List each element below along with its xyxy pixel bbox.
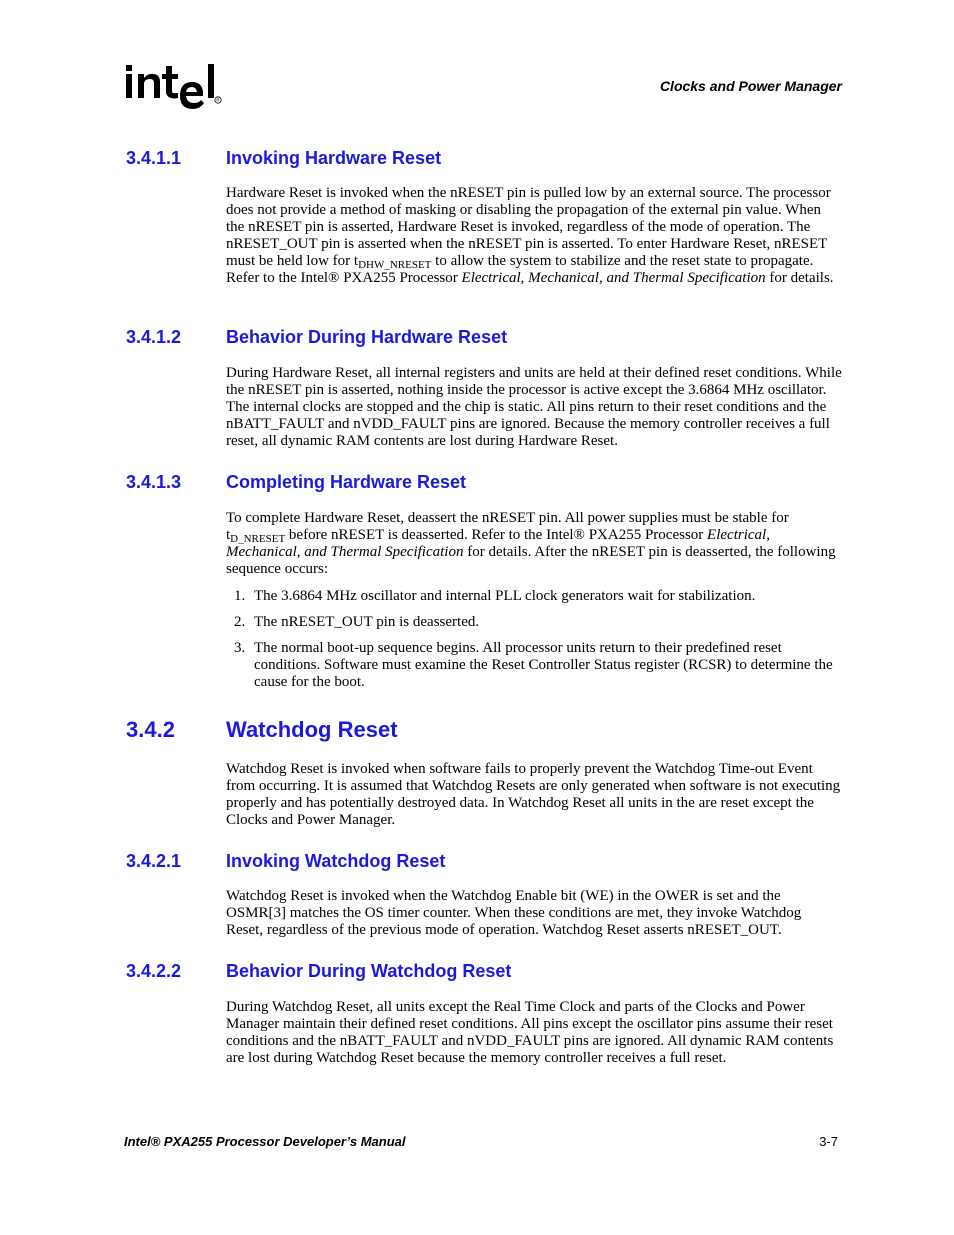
list-item-text: The normal boot-up sequence begins. All processor units return to their predefined reset conditions. Software must examine the Reset Controller Status register (RCSR) to determine the cause for the boot. bbox=[254, 640, 833, 690]
list-marker: 1. bbox=[234, 588, 246, 604]
paragraph: During Watchdog Reset, all units except the Real Time Clock and parts of the Clocks and Power Manager maintain their defined reset conditions. All pins except the oscillator pins assume their reset conditions and the nBATT_FAULT and nVDD_FAULT pins are ignored. All dynamic RAM contents are lost during Watchdog Reset because the memory controller receives a full reset. bbox=[226, 999, 834, 1066]
footer-manual-title: Intel® PXA255 Processor Developer’s Manual bbox=[124, 1134, 406, 1149]
section-heading bbox=[126, 961, 511, 982]
svg-text:R: R bbox=[216, 97, 220, 103]
section-number: 3.4.1.3 bbox=[126, 472, 182, 492]
list-item-text: The 3.6864 MHz oscillator and internal PLL clock generators wait for stabilization. bbox=[254, 588, 756, 604]
list-item bbox=[226, 588, 842, 605]
paragraph-text: to allow the system to stabilize and the reset state to propagate. Refer to the Intel® PXA255 Processor bbox=[226, 253, 814, 286]
section-heading bbox=[126, 472, 466, 493]
paragraph: Watchdog Reset is invoked when the Watchdog Enable bit (WE) in the OWER is set and the OSMR[3] matches the OS timer counter. When these conditions are met, they invoke Watchdog Reset, regardless of the previous mode of operation. Watchdog Reset asserts nRESET_OUT. bbox=[226, 888, 802, 938]
page-number: 3-7 bbox=[819, 1134, 838, 1149]
section-heading bbox=[126, 851, 445, 872]
section-title: Behavior During Hardware Reset bbox=[226, 327, 508, 347]
section-number: 3.4.1.2 bbox=[126, 327, 182, 347]
running-header-title: Clocks and Power Manager bbox=[659, 78, 842, 94]
subscript: DHW_NRESET bbox=[358, 259, 432, 271]
paragraph-text: To complete Hardware Reset, deassert the nRESET pin. All power supplies must be stable for t bbox=[226, 510, 789, 543]
paragraph: Watchdog Reset is invoked when software fails to properly prevent the Watchdog Time-out Event from occurring. It is assumed that Watchdog Resets are only generated when software is not executing properly and has potentially destroyed data. In Watchdog Reset all units in the are reset except the Clocks and Power Manager. bbox=[226, 761, 841, 828]
section-heading bbox=[126, 148, 441, 169]
section-title: Watchdog Reset bbox=[226, 717, 398, 742]
intel-logo bbox=[122, 62, 222, 116]
subscript: D_NRESET bbox=[230, 533, 286, 545]
section-heading bbox=[126, 717, 398, 743]
paragraph-text: for details. bbox=[765, 270, 834, 286]
section-number: 3.4.2.1 bbox=[126, 851, 182, 871]
list-item-text: The nRESET_OUT pin is deasserted. bbox=[254, 614, 480, 630]
list-item bbox=[226, 614, 842, 631]
section-title: Invoking Hardware Reset bbox=[226, 148, 442, 168]
section-number: 3.4.2.2 bbox=[126, 961, 182, 981]
section-heading bbox=[126, 327, 507, 348]
list-item bbox=[226, 640, 842, 691]
section-title: Invoking Watchdog Reset bbox=[226, 851, 446, 871]
paragraph-text: Hardware Reset is invoked when the nRESET pin is pulled low by an external source. The processor does not provide a method of masking or disabling the propagation of the external pin value. When the nRESET pin is asserted, Hardware Reset is invoked, regardless of the mode of operation. The nRESET_OUT pin is asserted when the nRESET pin is asserted. To enter Hardware Reset, nRESET must be held low for t bbox=[226, 185, 831, 269]
paragraph bbox=[226, 185, 842, 287]
section-number: 3.4.2 bbox=[126, 717, 175, 742]
document-reference: Electrical, Mechanical, and Thermal Specification bbox=[461, 270, 766, 286]
paragraph-text: before nRESET is deasserted. Refer to the Intel® PXA255 Processor bbox=[285, 527, 708, 543]
list-marker: 2. bbox=[234, 614, 246, 630]
document-reference: Electrical, Mechanical, and Thermal Specification bbox=[226, 527, 770, 560]
numbered-list bbox=[226, 588, 842, 691]
section-number: 3.4.1.1 bbox=[126, 148, 182, 168]
section-title: Completing Hardware Reset bbox=[226, 472, 467, 492]
paragraph-text: for details. After the nRESET pin is deasserted, the following sequence occurs: bbox=[226, 544, 836, 577]
paragraph: During Hardware Reset, all internal registers and units are held at their defined reset conditions. While the nRESET pin is asserted, nothing inside the processor is active except the 3.6864 MHz oscillator. The internal clocks are stopped and the chip is static. All pins return to their reset conditions and the nBATT_FAULT and nVDD_FAULT pins are ignored. Because the memory controller receives a full reset, all dynamic RAM contents are lost during Hardware Reset. bbox=[226, 365, 842, 449]
paragraph bbox=[226, 510, 842, 578]
section-title: Behavior During Watchdog Reset bbox=[226, 961, 512, 981]
list-marker: 3. bbox=[234, 640, 246, 656]
